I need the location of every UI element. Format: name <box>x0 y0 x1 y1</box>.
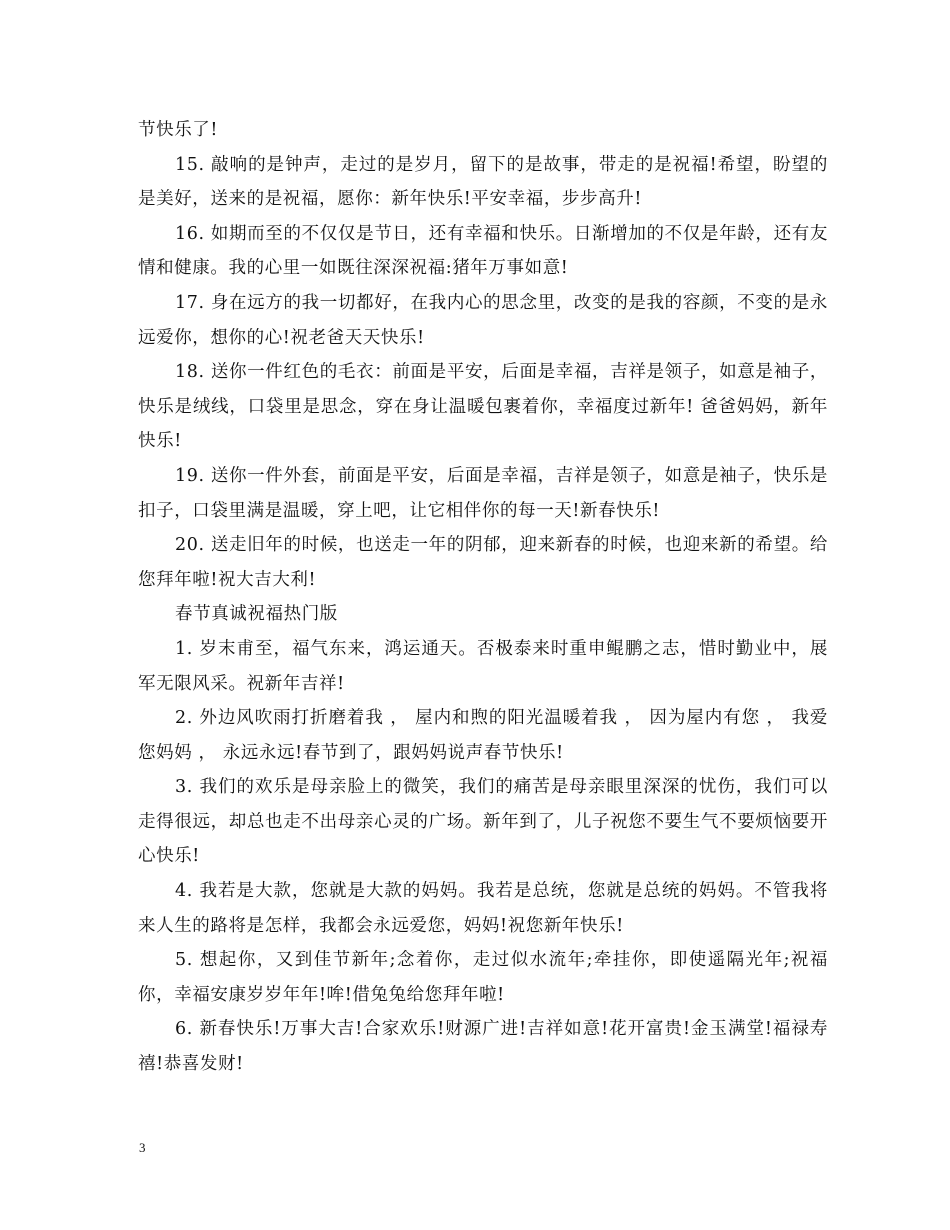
paragraph-continuation: 节快乐了! <box>138 120 219 140</box>
greeting-item-5: 5. 想起你，又到佳节新年;念着你，走过似水流年;牵挂你，即使遥隔光年;祝福你，幸福安康岁岁年年!哞!借兔兔给您拜年啦! <box>138 950 828 1005</box>
greeting-item-20: 20. 送走旧年的时候，也送走一年的阴郁，迎来新春的时候，也迎来新的希望。给您拜年啦!祝大吉大利! <box>138 535 828 590</box>
greeting-item-18: 18. 送你一件红色的毛衣：前面是平安，后面是幸福，吉祥是领子，如意是袖子，快乐是绒线，口袋里是思念，穿在身让温暖包裹着你，幸福度过新年! 爸爸妈妈，新年快乐! <box>138 362 828 452</box>
greeting-item-6: 6. 新春快乐!万事大吉!合家欢乐!财源广进!吉祥如意!花开富贵!金玉满堂!福禄寿禧!恭喜发财! <box>138 1019 828 1075</box>
section-heading: 春节真诚祝福热门版 <box>175 604 338 625</box>
greeting-item-16: 16. 如期而至的不仅仅是节日，还有幸福和快乐。日渐增加的不仅是年龄，还有友情和健康。我的心里一如既往深深祝福:猪年万事如意! <box>138 223 828 279</box>
greeting-item-1: 1. 岁末甫至，福气东来，鸿运通天。否极泰来时重申鲲鹏之志，惜时勤业中，展军无限风采。祝新年吉祥! <box>138 638 828 694</box>
greeting-item-15: 15. 敲响的是钟声，走过的是岁月，留下的是故事，带走的是祝福!希望，盼望的是美好，送来的是祝福，愿你：新年快乐!平安幸福，步步高升! <box>138 154 828 210</box>
document-body <box>138 113 828 1082</box>
greeting-item-4: 4. 我若是大款，您就是大款的妈妈。我若是总统，您就是总统的妈妈。不管我将来人生的路将是怎样，我都会永远爱您，妈妈!祝您新年快乐! <box>138 881 828 936</box>
greeting-item-2: 2. 外边风吹雨打折磨着我 ， 屋内和煦的阳光温暖着我 ， 因为屋内有您 ， 我爱您妈妈 ， 永远永远!春节到了，跟妈妈说声春节快乐! <box>138 708 828 763</box>
greeting-item-3: 3. 我们的欢乐是母亲脸上的微笑，我们的痛苦是母亲眼里深深的忧伤，我们可以走得很远，却总也走不出母亲心灵的广场。新年到了，儿子祝您不要生气不要烦恼要开心快乐! <box>138 777 828 867</box>
greeting-item-19: 19. 送你一件外套，前面是平安，后面是幸福，吉祥是领子，如意是袖子，快乐是扣子，口袋里满是温暖，穿上吧，让它相伴你的每一天!新春快乐! <box>138 465 828 521</box>
greeting-item-17: 17. 身在远方的我一切都好，在我内心的思念里，改变的是我的容颜，不变的是永远爱你，想你的心!祝老爸天天快乐! <box>138 292 828 348</box>
page-number: 3 <box>139 1140 146 1155</box>
